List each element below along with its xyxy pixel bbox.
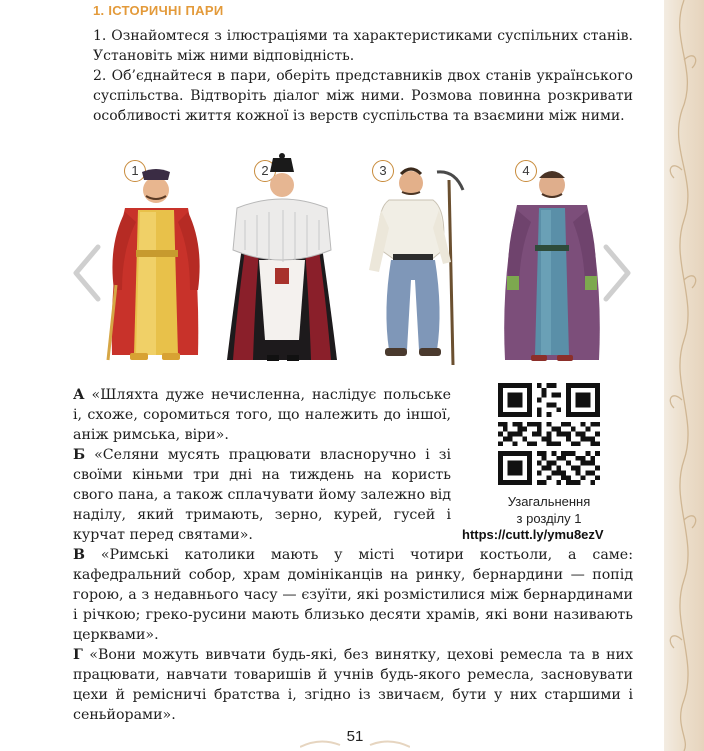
figure-3-number: 3 xyxy=(372,160,394,182)
quote-d-letter: Г xyxy=(73,647,83,663)
qr-caption-line1: Узагальнення xyxy=(507,494,591,509)
qr-url-link[interactable]: https://cutt.ly/ymu8ezV xyxy=(462,527,604,542)
qr-caption xyxy=(478,493,620,527)
quote-b-letter: Б xyxy=(73,447,86,463)
task-1-number: 1. xyxy=(93,28,107,44)
qr-caption-line2: з розділу 1 xyxy=(516,511,582,526)
figure-2-number: 2 xyxy=(254,160,276,182)
section-title: 1. ІСТОРИЧНІ ПАРИ xyxy=(93,3,224,18)
side-ornament xyxy=(664,0,704,751)
quote-c-letter: В xyxy=(73,547,85,563)
quote-b-text: «Селяни мусять працювати власноручно і зі своїми кіньми три дні на тиждень на користь свого пана, а також сплачувати йому залежно від наділу, який тримають, зерно, курей, гусей і курчат перед святами». xyxy=(73,447,451,543)
qr-code[interactable] xyxy=(498,383,600,485)
task-2-text: Об’єднайтеся в пари, оберіть представників двох станів українського суспільства. Відтворіть діалог між ними. Розмова повинна розкривати особливості життя кожної із верств суспільства та взаємини між ними. xyxy=(93,68,633,124)
task-1 xyxy=(93,26,633,66)
peasant-with-scythe-illustration xyxy=(355,150,470,365)
catholic-clergyman-illustration xyxy=(225,150,340,365)
quote-a-text: «Шляхта дуже нечисленна, наслідує польське і, схоже, соромиться того, що належить до іншої, аніж римська, віри». xyxy=(73,387,451,443)
figures-carousel xyxy=(0,150,704,375)
task-2 xyxy=(93,66,633,126)
quote-c-text: «Римські католики мають у місті чотири костьоли, а саме: кафедральний собор, храм домініканців на ринку, бернардини — попід горою, а з недавнього часу — єзуїти, які розмістилися між бернардинами і річкою; греко-русини мають близько десяти храмів, які вони називають церквами». xyxy=(73,547,633,643)
quote-a-letter: А xyxy=(73,387,85,403)
chevron-left-icon[interactable] xyxy=(68,243,104,303)
task-2-number: 2. xyxy=(93,68,107,84)
quote-a xyxy=(73,385,451,445)
szlachta-nobleman-illustration xyxy=(100,150,215,365)
page-number: 51 xyxy=(346,728,364,745)
figure-4-number: 4 xyxy=(515,160,537,182)
chevron-right-icon[interactable] xyxy=(600,243,636,303)
quote-d-text: «Вони можуть вивчати будь-які, без винятку, цехові ремесла та в них працювати, навчати товаришів й учнів будь-якого ремесла, засновувати цехи й ремісничі братства і, згідно із звичаєм, бути у них старшими і сеньйорами». xyxy=(73,647,633,723)
figure-1-number: 1 xyxy=(124,160,146,182)
burgher-illustration xyxy=(495,150,610,365)
quote-d xyxy=(73,645,633,725)
quote-c xyxy=(73,545,633,645)
quote-b xyxy=(73,445,451,545)
task-1-text: Ознайомтеся з ілюстраціями та характеристиками суспільних станів. Установіть між ними відповідність. xyxy=(93,28,634,64)
